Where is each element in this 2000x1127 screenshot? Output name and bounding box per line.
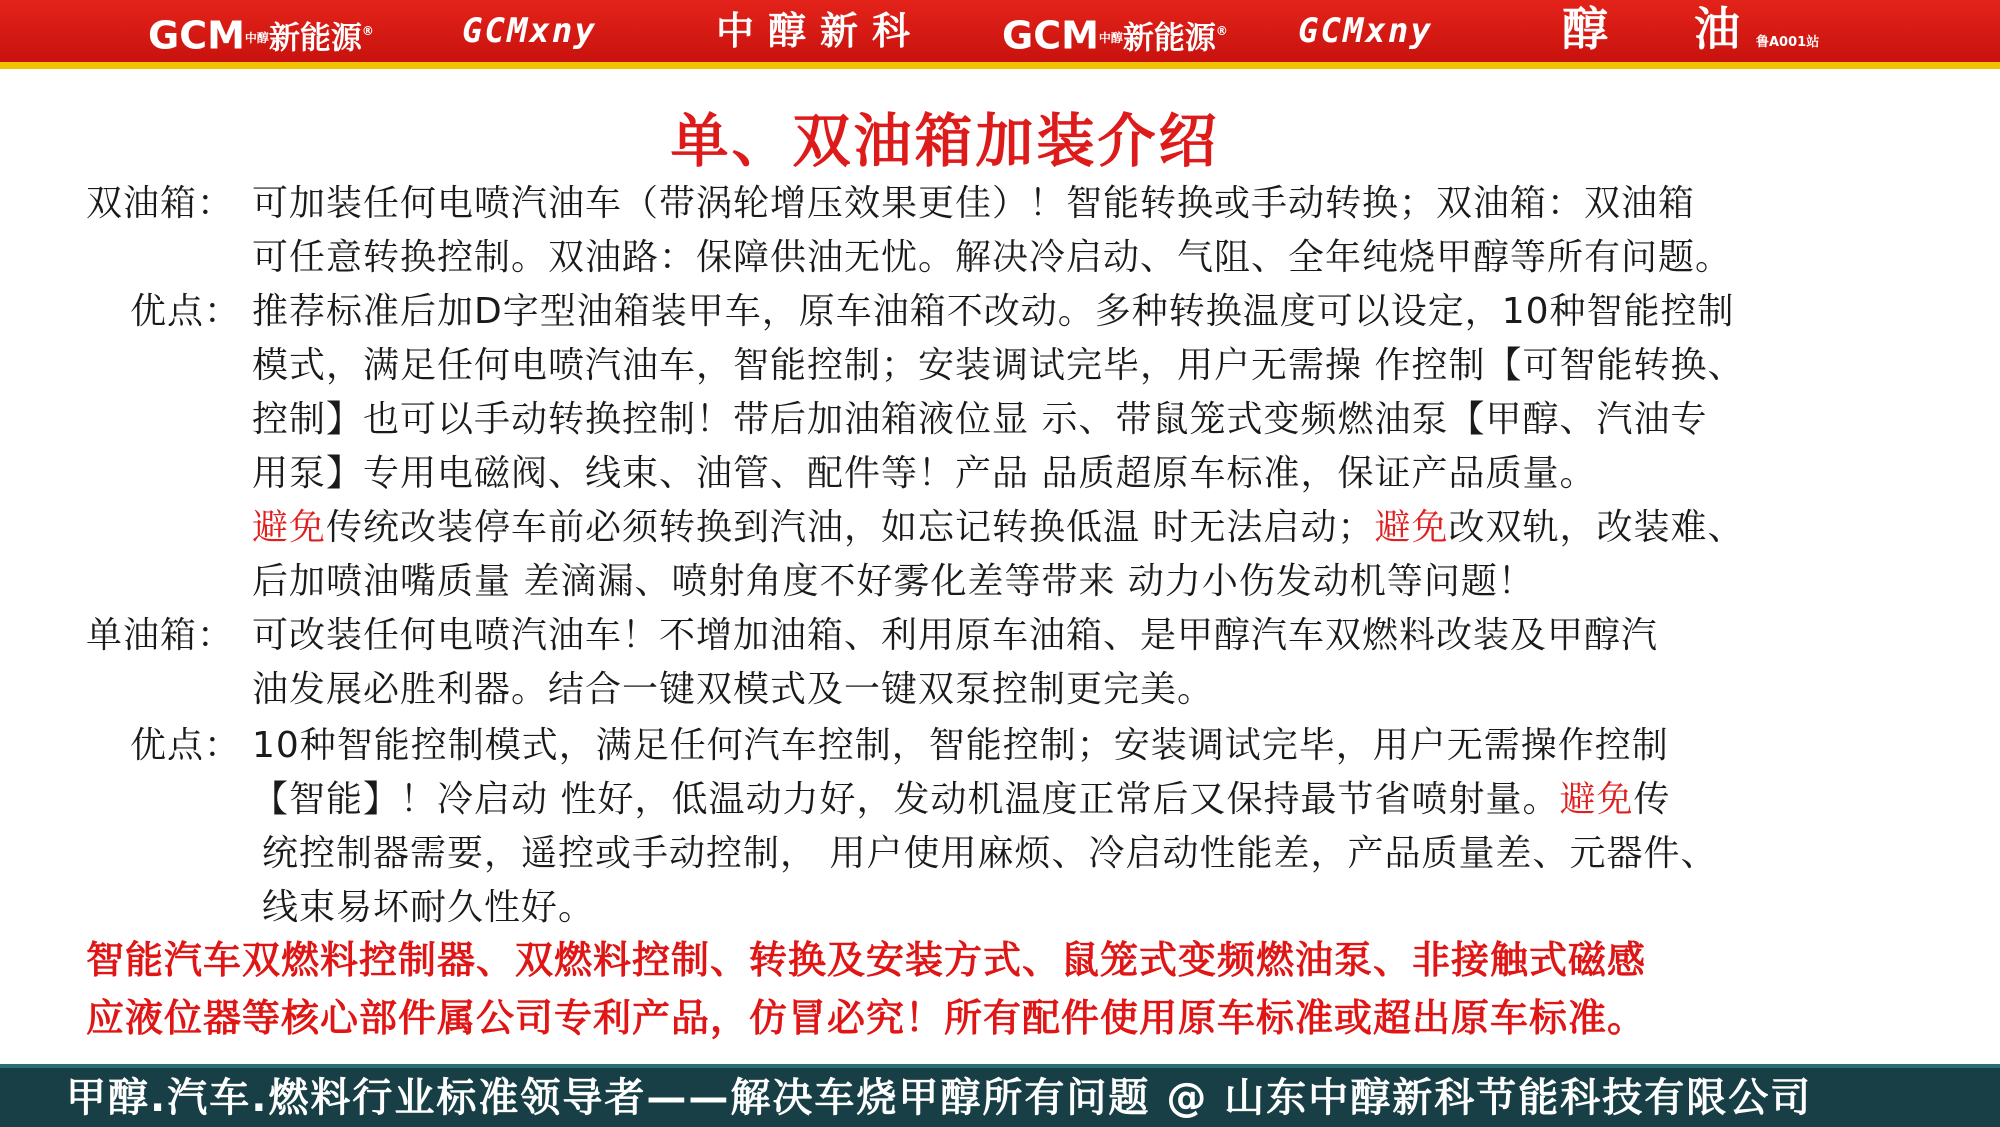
double-adv-line-2: 模式，满足任何电喷汽油车，智能控制；安装调试完毕，用户无需操 作控制【可智能转换、 — [252, 345, 1745, 386]
gcmxny-logo: GCMxny — [462, 11, 597, 51]
double-adv-label: 优点： — [130, 291, 242, 332]
gcm-logo-2-cn: 新能源 — [1122, 20, 1216, 57]
double-tank-line-2: 可任意转换控制。双油路：保障供油无忧。解决冷启动、气阻、全年纯烧甲醇等所有问题。 — [252, 237, 1733, 278]
page-title: 单、双油箱加装介绍 — [670, 107, 1220, 175]
double-adv-line-5a: 传统改装停车前必须转换到汽油，如忘记转换低温 时无法启动； — [326, 507, 1375, 548]
top-banner — [0, 0, 2000, 69]
double-adv-line-6: 后加喷油嘴质量 差滴漏、喷射角度不好雾化差等带来 动力小伤发动机等问题！ — [252, 561, 1535, 602]
single-adv-line-3: 统控制器需要，遥控或手动控制， 用户使用麻烦、冷启动性能差，产品质量差、元器件、 — [262, 833, 1718, 874]
footer-text: 甲醇.汽车.燃料行业标准领导者——解决车烧甲醇所有问题 @ 山东中醇新科节能科技有限公司 — [66, 1075, 1813, 1121]
station-tag: 鲁A001站 — [1756, 35, 1820, 50]
gcm-logo-2-text: GCM — [1002, 13, 1099, 58]
gcm-logo-text: GCM — [148, 13, 245, 58]
gcmxny-logo-2: GCMxny — [1298, 11, 1433, 51]
slogan-line-2: 应液位器等核心部件属公司专利产品，仿冒必究！所有配件使用原车标准或超出原车标准。 — [86, 996, 1647, 1040]
gcm-logo: GCM中醇新能源® — [148, 13, 374, 58]
you-char: 油 — [1694, 2, 1740, 56]
double-adv-line-1: 推荐标准后加D字型油箱装甲车，原车油箱不改动。多种转换温度可以设定，10种智能控制 — [252, 291, 1735, 332]
single-adv-line-4: 线束易坏耐久性好。 — [262, 887, 596, 928]
single-tank-line-1: 可改装任何电喷汽油车！不增加油箱、利用原车油箱、是甲醇汽车双燃料改装及甲醇汽 — [252, 615, 1659, 656]
avoid-word: 避免 — [252, 507, 327, 548]
single-adv-line-1: 10种智能控制模式，满足任何汽车控制，智能控制；安装调试完毕，用户无需操作控制 — [252, 725, 1669, 766]
avoid-word: 避免 — [1374, 507, 1449, 548]
footer-bar — [0, 1064, 2000, 1127]
zhongchun-xinke-logo: 中醇新科 — [716, 8, 925, 53]
chun-char: 醇 — [1562, 2, 1608, 56]
double-tank-label: 双油箱： — [86, 183, 235, 224]
single-adv-line-2b: 传 — [1633, 779, 1671, 820]
gcm-logo-small: 中醇 — [244, 31, 269, 46]
gcm-logo-2: GCM中醇新能源® — [1002, 13, 1228, 58]
double-tank-line-1: 可加装任何电喷汽油车（带涡轮增压效果更佳）！智能转换或手动转换；双油箱：双油箱 — [252, 183, 1696, 224]
single-adv-line-2 — [252, 775, 1670, 825]
double-adv-line-4: 用泵】专用电磁阀、线束、油管、配件等！产品 品质超原车标准，保证产品质量。 — [252, 453, 1597, 494]
gcm-logo-2-small: 中醇 — [1098, 31, 1123, 46]
double-adv-line-5 — [252, 503, 1745, 553]
single-adv-line-2a: 【智能】！冷启动 性好，低温动力好，发动机温度正常后又保持最节省喷射量。 — [252, 779, 1560, 820]
double-adv-line-3: 控制】也可以手动转换控制！带后加油箱液位显 示、带鼠笼式变频燃油泵【甲醇、汽油专 — [252, 399, 1708, 440]
avoid-word: 避免 — [1559, 779, 1634, 820]
single-adv-label: 优点： — [130, 725, 242, 766]
double-adv-line-5b: 改双轨，改装难、 — [1448, 507, 1745, 548]
slogan-line-1: 智能汽车双燃料控制器、双燃料控制、转换及安装方式、鼠笼式变频燃油泵、非接触式磁感 — [86, 938, 1647, 982]
single-tank-label: 单油箱： — [86, 615, 235, 656]
gcm-logo-cn: 新能源 — [268, 20, 362, 57]
single-tank-line-2: 油发展必胜利器。结合一键双模式及一键双泵控制更完美。 — [252, 669, 1215, 710]
